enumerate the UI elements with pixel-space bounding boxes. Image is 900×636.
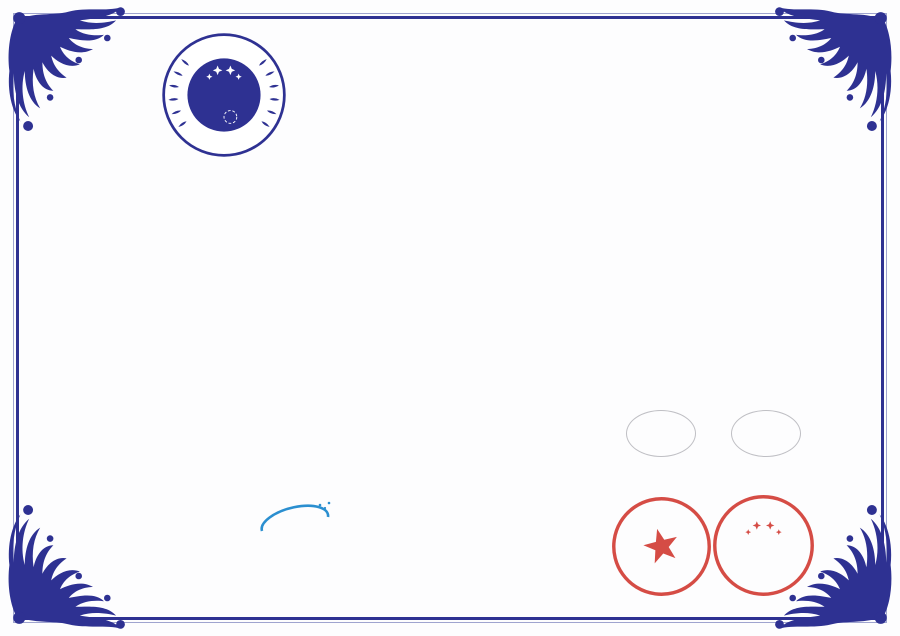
corner-flourish-top-right [763, 5, 895, 137]
stamp-star [640, 525, 681, 565]
organization-logo [160, 31, 288, 159]
red-seal-platform-stamp [710, 492, 817, 599]
stamp2-stars [745, 521, 781, 535]
review-record-placeholder-1 [626, 410, 696, 457]
review-record-placeholder-2 [731, 410, 801, 457]
corner-flourish-bottom-left [5, 499, 137, 631]
qr-code [336, 491, 391, 546]
bcc-logo [254, 497, 334, 547]
corner-flourish-top-left [5, 5, 137, 137]
